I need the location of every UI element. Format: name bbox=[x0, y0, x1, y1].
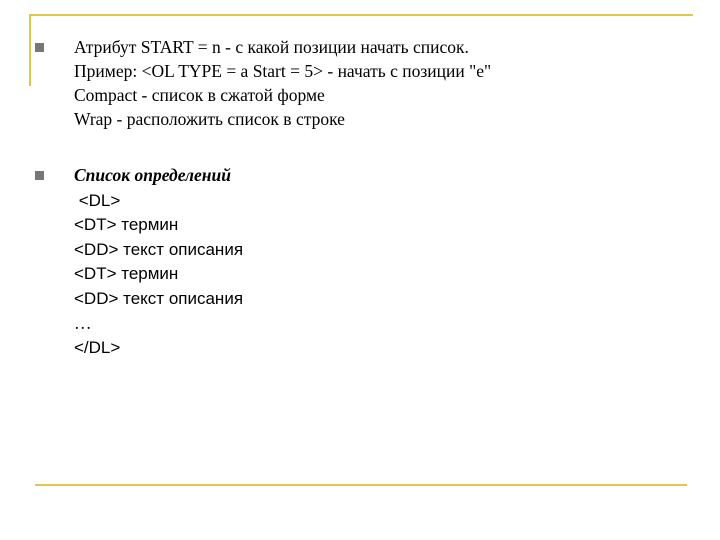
code-line-ellipsis: … bbox=[74, 313, 92, 333]
bullet-square-icon bbox=[35, 43, 44, 52]
code-line: </DL> bbox=[74, 338, 121, 357]
code-line: <DD> текст описания bbox=[74, 289, 244, 308]
item1-line1: Атрибут START = n - с какой позиции начать список. bbox=[74, 37, 469, 57]
code-line: <DL> bbox=[74, 191, 121, 210]
code-line: <DD> текст описания bbox=[74, 240, 244, 259]
item1-line2 bbox=[74, 59, 491, 83]
item1-line3: Compact - список в сжатой форме bbox=[74, 85, 325, 105]
frame-top-line bbox=[29, 14, 693, 16]
item2-heading: Список определений bbox=[74, 165, 231, 185]
code-line: <DT> термин bbox=[74, 264, 179, 283]
item1-line4: Wrap - расположить список в строке bbox=[74, 109, 345, 129]
bullet-square-icon bbox=[35, 171, 44, 180]
frame-bottom-line bbox=[35, 484, 687, 486]
code-line: <DT> термин bbox=[74, 215, 179, 234]
item1-line2-text: Пример: <OL TYPE = a Start = 5> - начать с позиции "e" bbox=[74, 61, 492, 81]
frame-left-line bbox=[29, 14, 31, 86]
